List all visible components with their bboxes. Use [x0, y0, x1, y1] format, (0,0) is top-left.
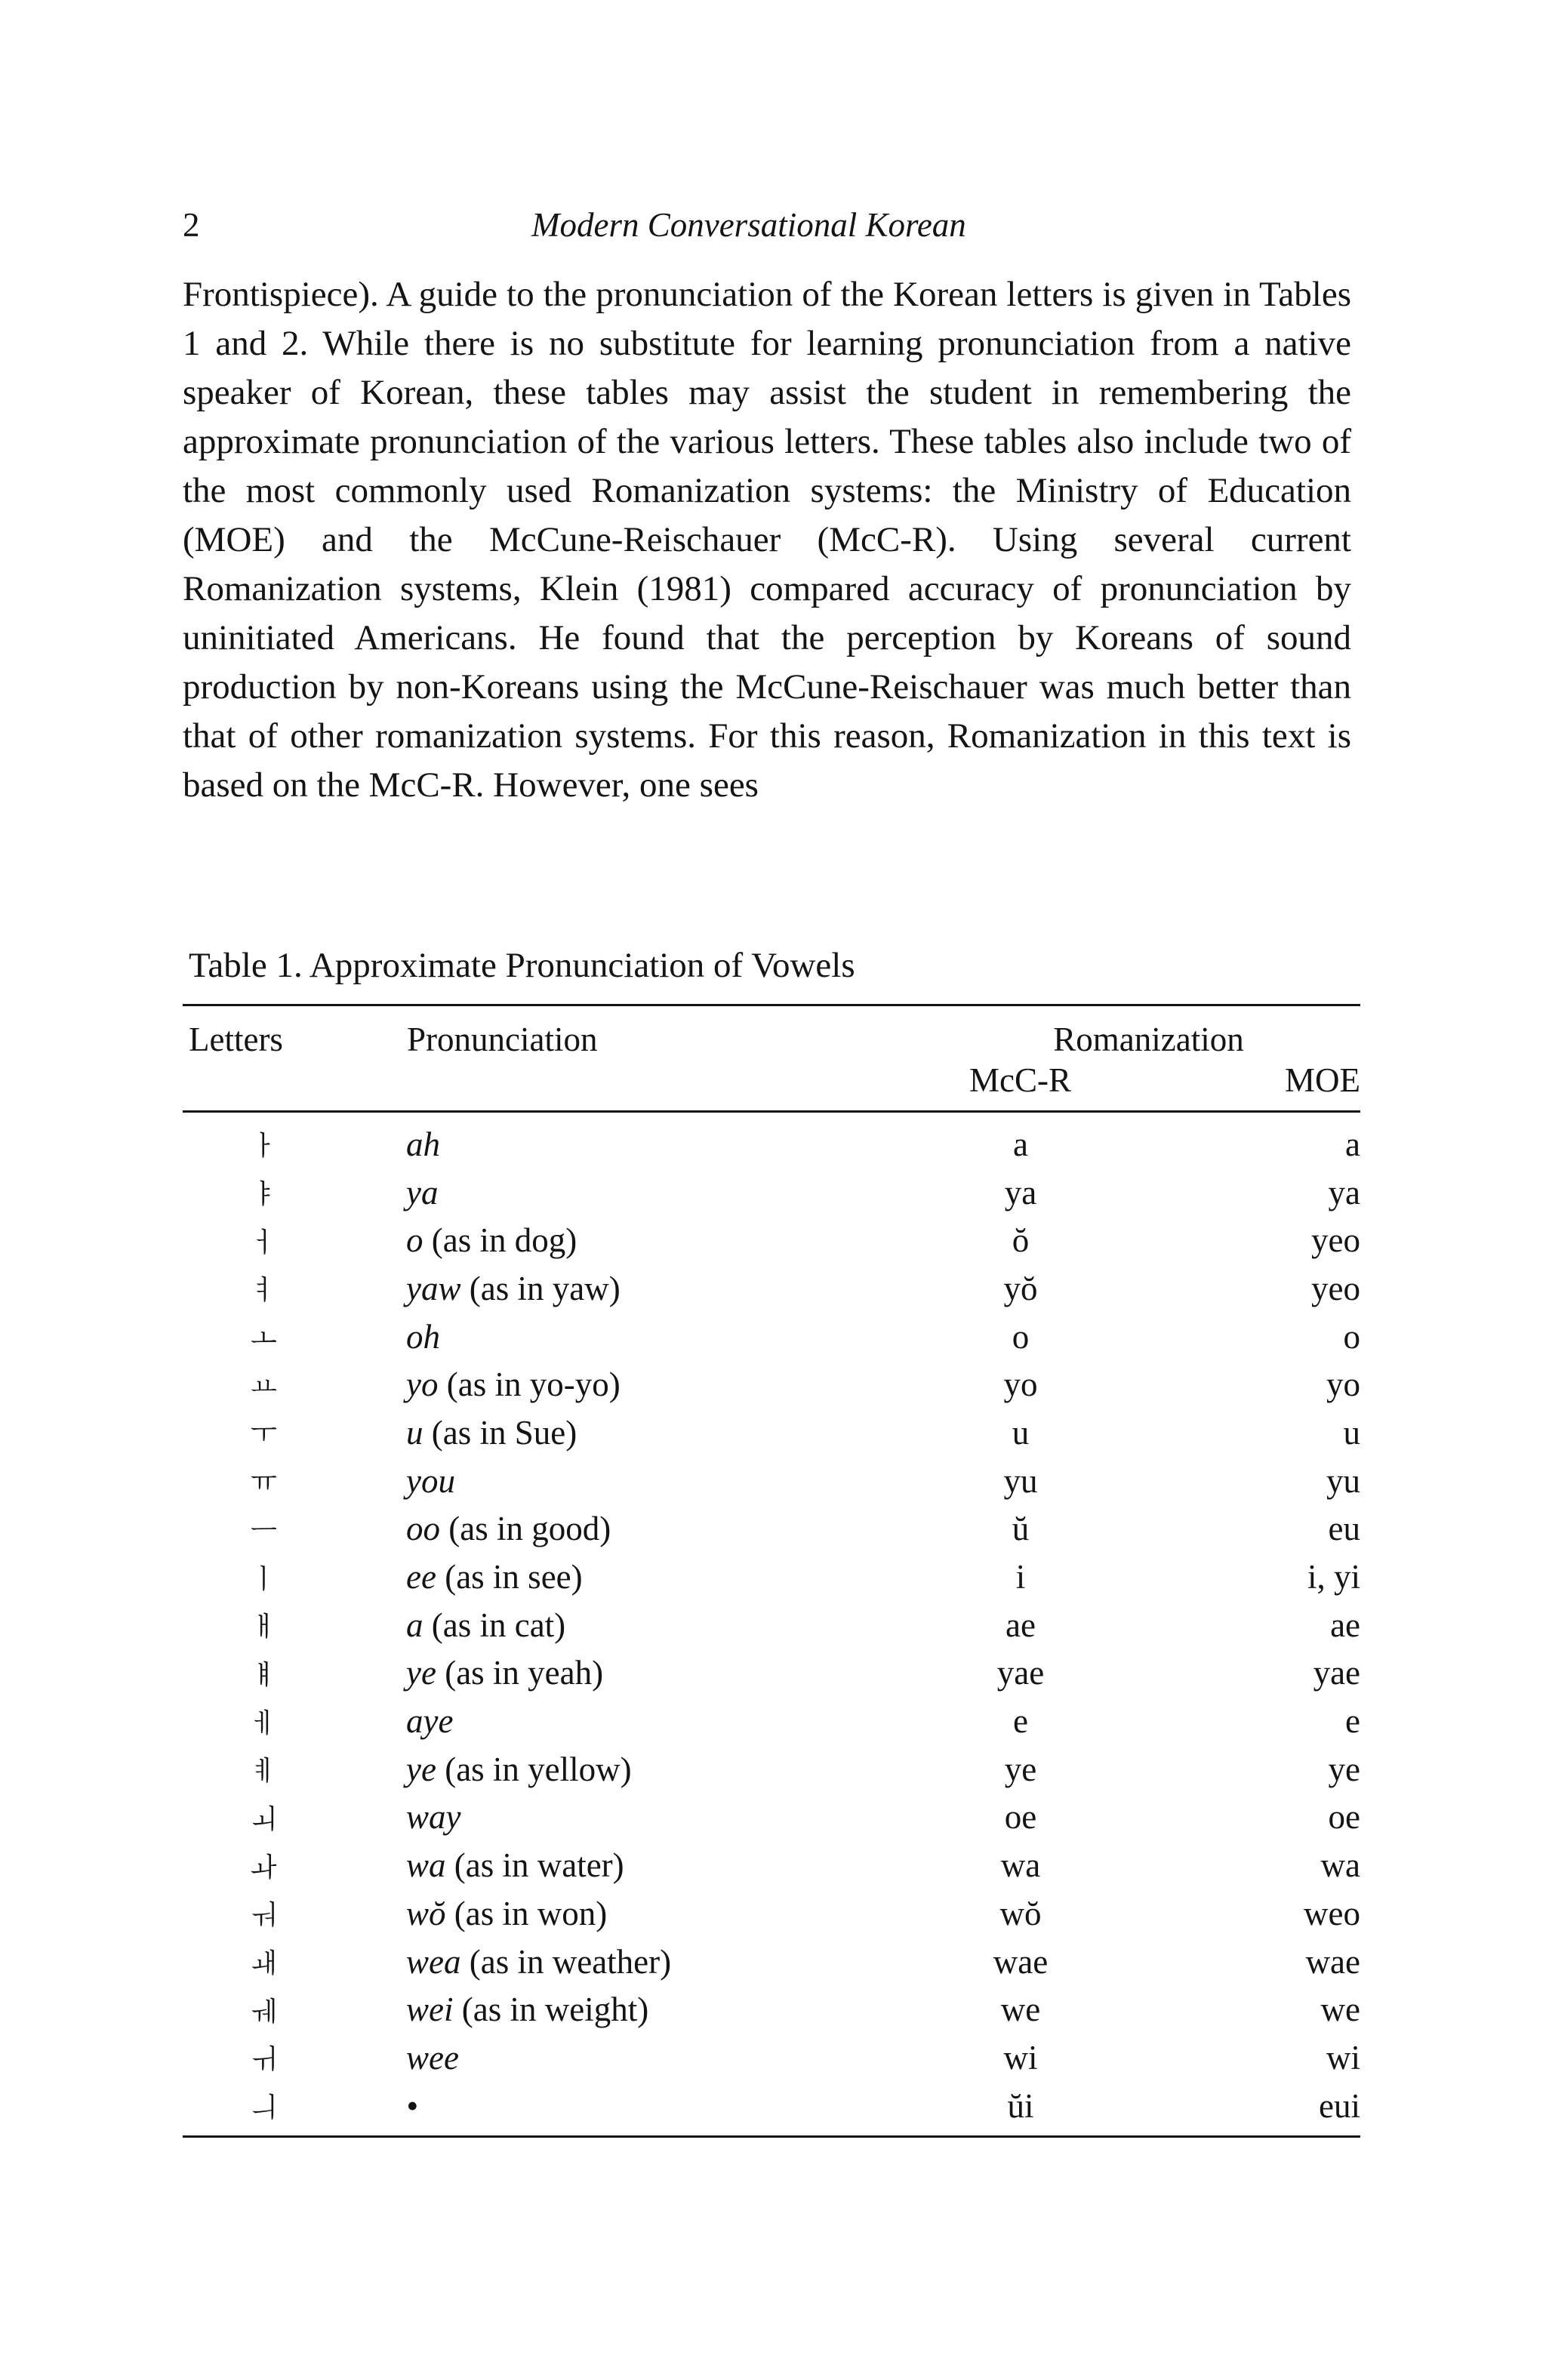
mccr-romanization: o: [1012, 1317, 1030, 1356]
moe-romanization: we: [1320, 1991, 1361, 2029]
vowel-letter: ㅠ: [251, 1467, 277, 1499]
table-row: [183, 1168, 1360, 1217]
moe-romanization: oe: [1328, 1798, 1361, 1837]
table-row: [183, 1264, 1360, 1313]
pronunciation-sound: u: [406, 1413, 423, 1452]
pronunciation-cell: [406, 1168, 862, 1217]
pronunciation-example: (as in water): [445, 1846, 624, 1885]
pronunciation-cell: [406, 1601, 862, 1649]
body-paragraph: Frontispiece). A guide to the pronunciation of the Korean letters is given in Tables 1 and 2. While there is no substitute for learning pronunciation from a native speaker of Korean, these tables may assist the student in remembering the approximate pronunciation of the various letters. These tables also include two of the most commonly used Romanization systems: the Ministry of Education (MOE) and the McCune-Reischauer (McC-R). Using several current Romanization systems, Klein (1981) compared accuracy of pronunciation by uninitiated Americans. He found that the perception by Koreans of sound production by non-Koreans using the McCune-Reischauer was much better than that of other romanization systems. For this reason, Romanization in this text is based on the McC-R. However, one sees: [183, 275, 1351, 805]
mccr-romanization: oe: [1004, 1798, 1037, 1837]
table-row: [183, 2034, 1360, 2082]
pronunciation-sound: •: [406, 2086, 418, 2125]
pronunciation-example: (as in good): [440, 1510, 611, 1548]
table-row: [183, 1889, 1360, 1938]
pronunciation-sound: wea: [406, 1942, 461, 1981]
pronunciation-cell: [406, 1457, 862, 1505]
pronunciation-sound: wa: [406, 1846, 446, 1885]
vowel-letter: ㅖ: [251, 1756, 277, 1787]
header-letters: Letters: [183, 1005, 406, 1061]
mccr-romanization: yŏ: [1003, 1269, 1038, 1307]
pronunciation-sound: yo: [406, 1365, 439, 1404]
header-romanization: Romanization: [862, 1005, 1360, 1061]
pronunciation-cell: [406, 1264, 862, 1313]
table-row: [183, 1793, 1360, 1842]
mccr-romanization: i: [1015, 1558, 1026, 1596]
header-pronunciation: Pronunciation: [406, 1005, 862, 1061]
table-row: [183, 1216, 1360, 1264]
moe-romanization: weo: [1304, 1894, 1361, 1932]
vowel-letter: ㅒ: [251, 1659, 277, 1691]
vowel-letter: ㅜ: [251, 1419, 277, 1451]
header-moe: MOE: [1119, 1060, 1360, 1112]
vowel-letter: ㅚ: [251, 1803, 277, 1835]
pronunciation-example: (as in weather): [460, 1942, 672, 1981]
pronunciation-sound: way: [406, 1798, 461, 1837]
pronunciation-example: (as in cat): [423, 1606, 566, 1644]
header-spacer: [183, 1060, 406, 1112]
vowel-letter: ㅐ: [251, 1612, 277, 1643]
pronunciation-sound: oh: [406, 1317, 440, 1356]
moe-romanization: e: [1345, 1702, 1361, 1741]
running-title: Modern Conversational Korean: [531, 206, 966, 244]
pronunciation-example: (as in yellow): [436, 1750, 632, 1788]
mccr-romanization: wae: [993, 1942, 1049, 1981]
table-row: [183, 1360, 1360, 1409]
mccr-romanization: e: [1013, 1702, 1028, 1741]
vowel-letter: ㅝ: [251, 1900, 277, 1932]
pronunciation-cell: [406, 1889, 862, 1938]
moe-romanization: wae: [1305, 1942, 1361, 1981]
pronunciation-example: (as in yo-yo): [438, 1365, 621, 1404]
vowel-letter: ㅘ: [251, 1852, 277, 1883]
pronunciation-sound: wei: [406, 1991, 454, 2029]
pronunciation-example: (as in yaw): [460, 1269, 621, 1307]
mccr-romanization: ŏ: [1012, 1221, 1030, 1260]
moe-romanization: wa: [1320, 1846, 1361, 1885]
mccr-romanization: ŭ: [1012, 1510, 1030, 1548]
header-mccr: McC-R: [862, 1060, 1119, 1112]
pronunciation-cell: [406, 1745, 862, 1793]
mccr-romanization: wi: [1003, 2038, 1038, 2077]
vowel-letter: ㅙ: [251, 1948, 277, 1980]
table-row: [183, 1457, 1360, 1505]
vowel-letter: ㅣ: [251, 1563, 277, 1595]
mccr-romanization: we: [1000, 1991, 1041, 2029]
mccr-romanization: u: [1012, 1413, 1030, 1452]
table-row: [183, 1841, 1360, 1889]
moe-romanization: eui: [1119, 2082, 1360, 2137]
vowel-letter: ㅏ: [251, 1131, 277, 1162]
pronunciation-cell: [406, 1841, 862, 1889]
pronunciation-sound: o: [406, 1221, 423, 1260]
vowel-letter: ㅞ: [251, 1996, 277, 2027]
pronunciation-sound: ye: [406, 1750, 436, 1788]
pronunciation-sound: wee: [406, 2038, 459, 2077]
pronunciation-cell: [406, 1112, 862, 1168]
mccr-romanization: a: [1013, 1125, 1028, 1163]
pronunciation-sound: oo: [406, 1510, 440, 1548]
vowel-letter: ㅑ: [251, 1179, 277, 1211]
pronunciation-example: (as in see): [436, 1558, 583, 1596]
vowel-letter: ㅔ: [251, 1707, 277, 1739]
pronunciation-example: (as in won): [445, 1894, 608, 1932]
pronunciation-example: (as in dog): [423, 1221, 577, 1260]
mccr-romanization: wŏ: [999, 1894, 1042, 1932]
page-header: [183, 205, 1360, 251]
moe-romanization: yo: [1326, 1365, 1361, 1404]
mccr-romanization: ŭi: [862, 2082, 1119, 2137]
pronunciation-sound: ah: [406, 1125, 440, 1163]
pronunciation-sound: ee: [406, 1558, 436, 1596]
vowel-letter: ㅡ: [251, 1515, 277, 1547]
moe-romanization: yeo: [1311, 1269, 1361, 1307]
pronunciation-cell: [406, 1216, 862, 1264]
moe-romanization: ae: [1330, 1606, 1361, 1644]
moe-romanization: wi: [1326, 2038, 1361, 2077]
moe-romanization: ye: [1328, 1750, 1361, 1788]
mccr-romanization: wa: [1000, 1846, 1041, 1885]
pronunciation-sound: ya: [406, 1173, 439, 1212]
vowel-pronunciation-table: [183, 1004, 1360, 2138]
header-spacer: [406, 1060, 862, 1112]
pronunciation-sound: aye: [406, 1702, 454, 1741]
moe-romanization: ya: [1328, 1173, 1361, 1212]
table-row: [183, 1505, 1360, 1553]
table-row: [183, 1409, 1360, 1457]
table-row: [183, 1697, 1360, 1745]
moe-romanization: i, yi: [1307, 1558, 1361, 1596]
vowel-letter: ㅓ: [251, 1227, 277, 1258]
pronunciation-cell: [406, 1409, 862, 1457]
pronunciation-sound: a: [406, 1606, 423, 1644]
vowel-letter: ㅗ: [251, 1323, 277, 1355]
pronunciation-sound: you: [406, 1461, 455, 1500]
table-row: [183, 1985, 1360, 2034]
moe-romanization: eu: [1328, 1510, 1361, 1548]
table-row: [183, 1313, 1360, 1361]
pronunciation-example: (as in Sue): [423, 1413, 577, 1452]
moe-romanization: yu: [1326, 1461, 1361, 1500]
table-caption: Table 1. Approximate Pronunciation of Vowels: [189, 946, 855, 985]
pronunciation-cell: [406, 1938, 862, 1986]
pronunciation-sound: yaw: [406, 1269, 461, 1307]
pronunciation-cell: [406, 1649, 862, 1698]
vowel-letter: ㅢ: [183, 2082, 406, 2137]
moe-romanization: yae: [1313, 1654, 1361, 1692]
mccr-romanization: yu: [1003, 1461, 1038, 1500]
pronunciation-example: (as in yeah): [436, 1654, 604, 1692]
pronunciation-cell: [406, 2034, 862, 2082]
pronunciation-cell: [406, 1793, 862, 1842]
mccr-romanization: yae: [996, 1654, 1045, 1692]
table-row: [183, 1745, 1360, 1793]
vowel-letter: ㅟ: [251, 2044, 277, 2076]
moe-romanization: u: [1343, 1413, 1361, 1452]
pronunciation-cell: [406, 2082, 862, 2137]
mccr-romanization: yo: [1003, 1365, 1038, 1404]
mccr-romanization: ae: [1006, 1606, 1036, 1644]
pronunciation-cell: [406, 1505, 862, 1553]
moe-romanization: o: [1343, 1317, 1361, 1356]
pronunciation-cell: [406, 1313, 862, 1361]
mccr-romanization: ya: [1004, 1173, 1037, 1212]
pronunciation-example: (as in weight): [453, 1991, 649, 2029]
mccr-romanization: ye: [1004, 1750, 1037, 1788]
table-row: [183, 1649, 1360, 1698]
page-number: 2: [183, 206, 200, 244]
vowel-letter: ㅕ: [251, 1275, 277, 1307]
pronunciation-cell: [406, 1985, 862, 2034]
moe-romanization: yeo: [1311, 1221, 1361, 1260]
moe-romanization: a: [1345, 1125, 1361, 1163]
table-row: [183, 1553, 1360, 1601]
table-row: [183, 1938, 1360, 1986]
pronunciation-cell: [406, 1697, 862, 1745]
pronunciation-sound: ye: [406, 1654, 436, 1692]
vowel-letter: ㅛ: [251, 1371, 277, 1402]
table-row: [183, 2082, 1360, 2137]
pronunciation-cell: [406, 1553, 862, 1601]
pronunciation-sound: wŏ: [406, 1894, 446, 1932]
pronunciation-cell: [406, 1360, 862, 1409]
table-row: [183, 1112, 1360, 1168]
table-row: [183, 1601, 1360, 1649]
